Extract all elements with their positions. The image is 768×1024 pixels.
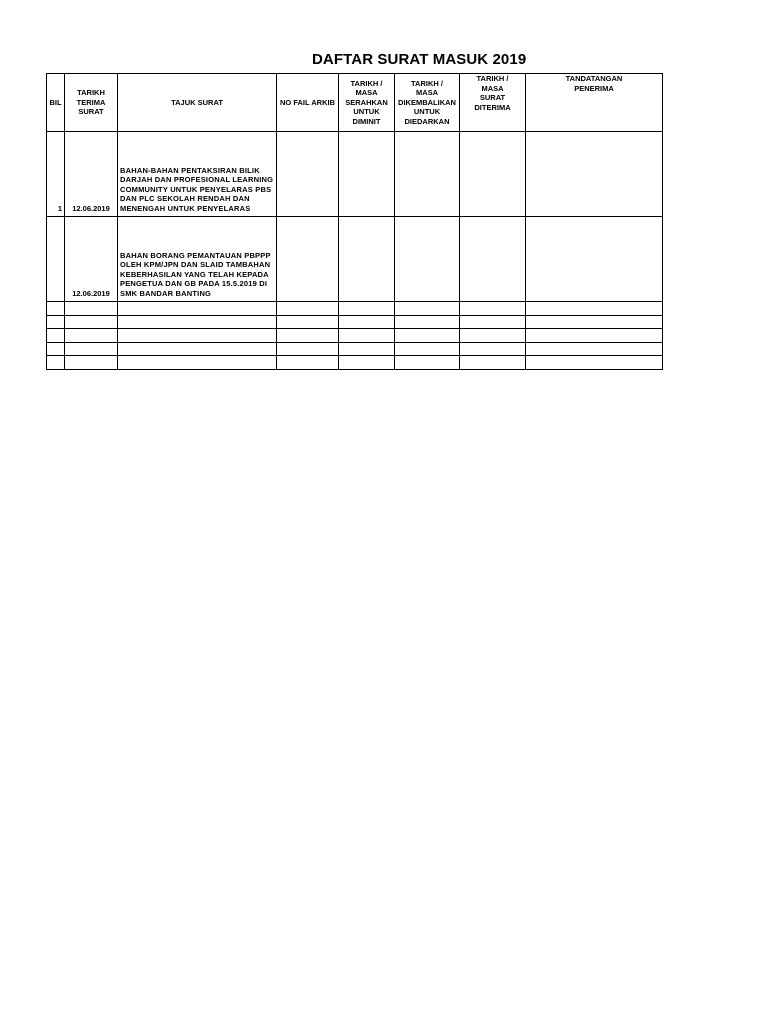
column-header-tarikh-diterima: TARIKH / MASA SURAT DITERIMA bbox=[460, 74, 526, 132]
empty-cell[interactable] bbox=[339, 329, 395, 343]
empty-row bbox=[47, 342, 663, 356]
cell-tarikh-dikembalikan[interactable] bbox=[395, 217, 460, 302]
empty-cell[interactable] bbox=[277, 342, 339, 356]
column-header-tarikh-serahkan: TARIKH / MASA SERAHKAN UNTUK DIMINIT bbox=[339, 74, 395, 132]
empty-cell[interactable] bbox=[460, 356, 526, 370]
cell-tarikh-diterima[interactable] bbox=[460, 132, 526, 217]
cell-no-fail-arkib[interactable] bbox=[277, 217, 339, 302]
empty-cell[interactable] bbox=[339, 302, 395, 316]
cell-tarikh-dikembalikan[interactable] bbox=[395, 132, 460, 217]
cell-tarikh-serahkan[interactable] bbox=[339, 217, 395, 302]
empty-cell[interactable] bbox=[395, 342, 460, 356]
empty-cell[interactable] bbox=[47, 302, 65, 316]
empty-cell[interactable] bbox=[339, 342, 395, 356]
cell-tandatangan[interactable] bbox=[526, 132, 663, 217]
cell-tajuk-surat: BAHAN BORANG PEMANTAUAN PBPPP OLEH KPM/JPN DAN SLAID TAMBAHAN KEBERHASILAN YANG TELAH KEPADA PENGETUA DAN GB PADA 15.5.2019 DI SMK BANDAR BANTING bbox=[118, 217, 277, 302]
empty-cell[interactable] bbox=[460, 315, 526, 329]
empty-cell[interactable] bbox=[118, 356, 277, 370]
empty-cell[interactable] bbox=[395, 302, 460, 316]
empty-cell[interactable] bbox=[395, 329, 460, 343]
empty-cell[interactable] bbox=[118, 342, 277, 356]
column-header-no-fail-arkib: NO FAIL ARKIB bbox=[277, 74, 339, 132]
empty-cell[interactable] bbox=[47, 356, 65, 370]
empty-row bbox=[47, 315, 663, 329]
empty-cell[interactable] bbox=[65, 329, 118, 343]
page-title: DAFTAR SURAT MASUK 2019 bbox=[312, 51, 527, 68]
empty-cell[interactable] bbox=[526, 315, 663, 329]
empty-row bbox=[47, 356, 663, 370]
table-row bbox=[47, 217, 663, 302]
empty-cell[interactable] bbox=[118, 302, 277, 316]
empty-cell[interactable] bbox=[277, 302, 339, 316]
column-header-bil: BIL bbox=[47, 74, 65, 132]
table-row bbox=[47, 132, 663, 217]
column-header-tarikh-terima-surat: TARIKH TERIMA SURAT bbox=[65, 74, 118, 132]
empty-cell[interactable] bbox=[395, 356, 460, 370]
cell-tarikh-serahkan[interactable] bbox=[339, 132, 395, 217]
empty-cell[interactable] bbox=[526, 356, 663, 370]
column-header-tarikh-dikembalikan: TARIKH / MASA DIKEMBALIKAN UNTUK DIEDARKAN bbox=[395, 74, 460, 132]
empty-cell[interactable] bbox=[277, 315, 339, 329]
cell-tarikh-diterima[interactable] bbox=[460, 217, 526, 302]
empty-cell[interactable] bbox=[395, 315, 460, 329]
empty-cell[interactable] bbox=[65, 356, 118, 370]
cell-no-fail-arkib[interactable] bbox=[277, 132, 339, 217]
cell-tajuk-surat: BAHAN-BAHAN PENTAKSIRAN BILIK DARJAH DAN PROFESIONAL LEARNING COMMUNITY UNTUK PENYELARAS PBS DAN PLC SEKOLAH RENDAH DAN MENENGAH UNTUK PENYELARAS bbox=[118, 132, 277, 217]
empty-cell[interactable] bbox=[65, 302, 118, 316]
empty-cell[interactable] bbox=[118, 329, 277, 343]
empty-cell[interactable] bbox=[526, 329, 663, 343]
empty-cell[interactable] bbox=[277, 356, 339, 370]
empty-cell[interactable] bbox=[277, 329, 339, 343]
empty-row bbox=[47, 302, 663, 316]
cell-tandatangan[interactable] bbox=[526, 217, 663, 302]
cell-tarikh-terima: 12.06.2019 bbox=[65, 217, 118, 302]
empty-cell[interactable] bbox=[47, 315, 65, 329]
empty-cell[interactable] bbox=[526, 302, 663, 316]
column-header-tajuk-surat: TAJUK SURAT bbox=[118, 74, 277, 132]
incoming-letters-table bbox=[46, 73, 663, 370]
empty-cell[interactable] bbox=[339, 315, 395, 329]
empty-cell[interactable] bbox=[65, 315, 118, 329]
empty-cell[interactable] bbox=[47, 342, 65, 356]
empty-cell[interactable] bbox=[460, 302, 526, 316]
empty-cell[interactable] bbox=[118, 315, 277, 329]
cell-bil bbox=[47, 217, 65, 302]
empty-cell[interactable] bbox=[526, 342, 663, 356]
empty-cell[interactable] bbox=[47, 329, 65, 343]
cell-tarikh-terima: 12.06.2019 bbox=[65, 132, 118, 217]
empty-row bbox=[47, 329, 663, 343]
empty-cell[interactable] bbox=[460, 329, 526, 343]
column-header-tandatangan-penerima: TANDATANGAN PENERIMA bbox=[526, 74, 663, 132]
empty-cell[interactable] bbox=[339, 356, 395, 370]
cell-bil: 1 bbox=[47, 132, 65, 217]
empty-cell[interactable] bbox=[65, 342, 118, 356]
header-row bbox=[47, 74, 663, 132]
empty-cell[interactable] bbox=[460, 342, 526, 356]
